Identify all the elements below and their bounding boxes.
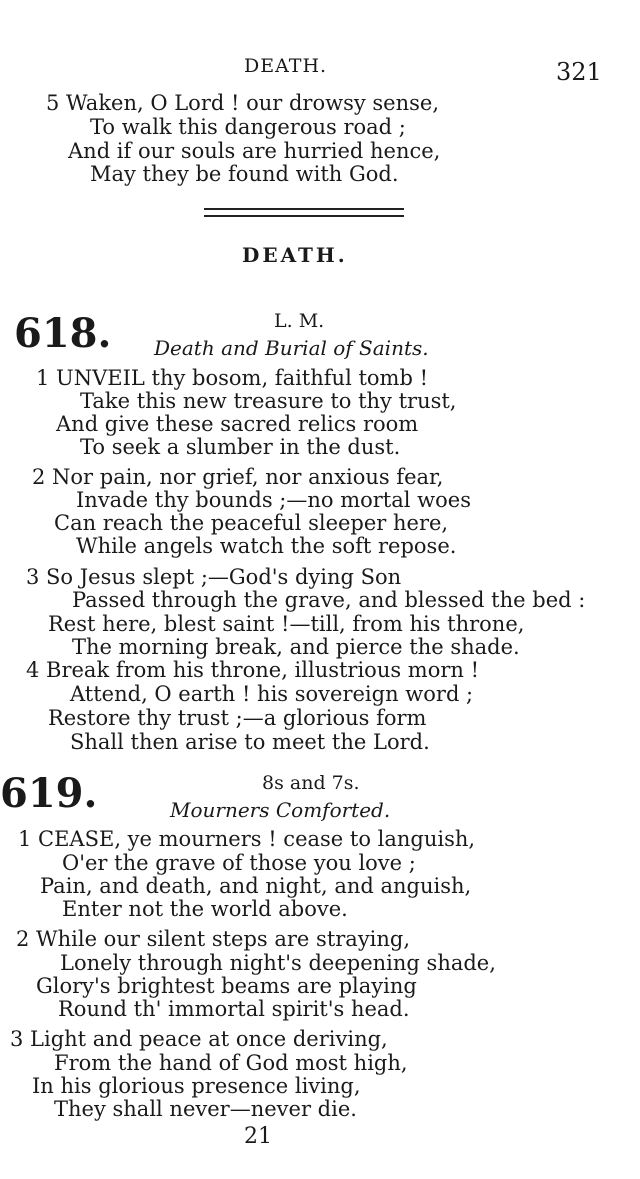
carryover-line-4: May they be found with God. [90,162,399,186]
hymn-619-line-4: Enter not the world above. [62,897,348,921]
hymn-619-line-12: They shall never—never die. [54,1097,357,1121]
hymn-618-line-4: To seek a slumber in the dust. [80,435,401,459]
hymn-618-meter: L. M. [274,310,325,332]
hymn-618-subtitle: Death and Burial of Saints. [154,336,429,360]
hymn-619-line-5: 2 While our silent steps are straying, [16,927,411,951]
carryover-line-3: And if our souls are hurried hence, [68,139,441,163]
hymn-618-line-12: The morning break, and pierce the shade. [72,635,520,659]
hymn-619-line-10: From the hand of God most high, [54,1051,408,1075]
hymn-618-line-3: And give these sacred relics room [56,412,419,436]
hymn-619-meter: 8s and 7s. [262,772,360,794]
hymn-619-line-6: Lonely through night's deepening shade, [60,951,496,975]
hymn-618-number: 618. [14,310,112,357]
hymn-618-line-9: 3 So Jesus slept ;—God's dying Son [26,565,402,589]
hymn-618-line-7: Can reach the peaceful sleeper here, [54,511,449,535]
hymn-619-number: 619. [0,770,98,817]
running-title: DEATH. [244,55,328,77]
hymn-618-line-2: Take this new treasure to thy trust, [80,389,457,413]
carryover-line-2: To walk this dangerous road ; [90,115,406,139]
hymn-619-line-1: 1 CEASE, ye mourners ! cease to languish, [18,827,476,851]
hymn-619-line-3: Pain, and death, and night, and anguish, [40,874,472,898]
hymn-619-line-9: 3 Light and peace at once deriving, [10,1027,388,1051]
hymn-618-line-13: 4 Break from his throne, illustrious morn ! [26,658,480,682]
hymn-619-subtitle: Mourners Comforted. [170,798,391,822]
hymn-618-line-10: Passed through the grave, and blessed the bed : [72,588,586,612]
section-title: DEATH. [242,243,348,267]
page-number: 321 [556,58,602,86]
hymn-618-line-15: Restore thy trust ;—a glorious form [48,706,427,730]
hymn-619-line-8: Round th' immortal spirit's head. [58,997,410,1021]
divider-rule-top [204,208,404,210]
hymn-619-line-11: In his glorious presence living, [32,1074,361,1098]
hymn-618-line-14: Attend, O earth ! his sovereign word ; [70,682,474,706]
signature-mark: 21 [244,1124,272,1149]
hymn-618-line-1: 1 UNVEIL thy bosom, faithful tomb ! [36,366,429,390]
hymn-618-line-8: While angels watch the soft repose. [76,534,457,558]
hymn-619-line-7: Glory's brightest beams are playing [36,974,417,998]
carryover-line-1: 5 Waken, O Lord ! our drowsy sense, [46,91,440,115]
hymn-618-line-16: Shall then arise to meet the Lord. [70,730,430,754]
hymn-619-line-2: O'er the grave of those you love ; [62,851,416,875]
divider-rule-bottom [204,215,404,217]
hymn-618-line-6: Invade thy bounds ;—no mortal woes [76,488,471,512]
hymn-618-line-11: Rest here, blest saint !—till, from his throne, [48,612,525,636]
hymn-618-line-5: 2 Nor pain, nor grief, nor anxious fear, [32,465,444,489]
